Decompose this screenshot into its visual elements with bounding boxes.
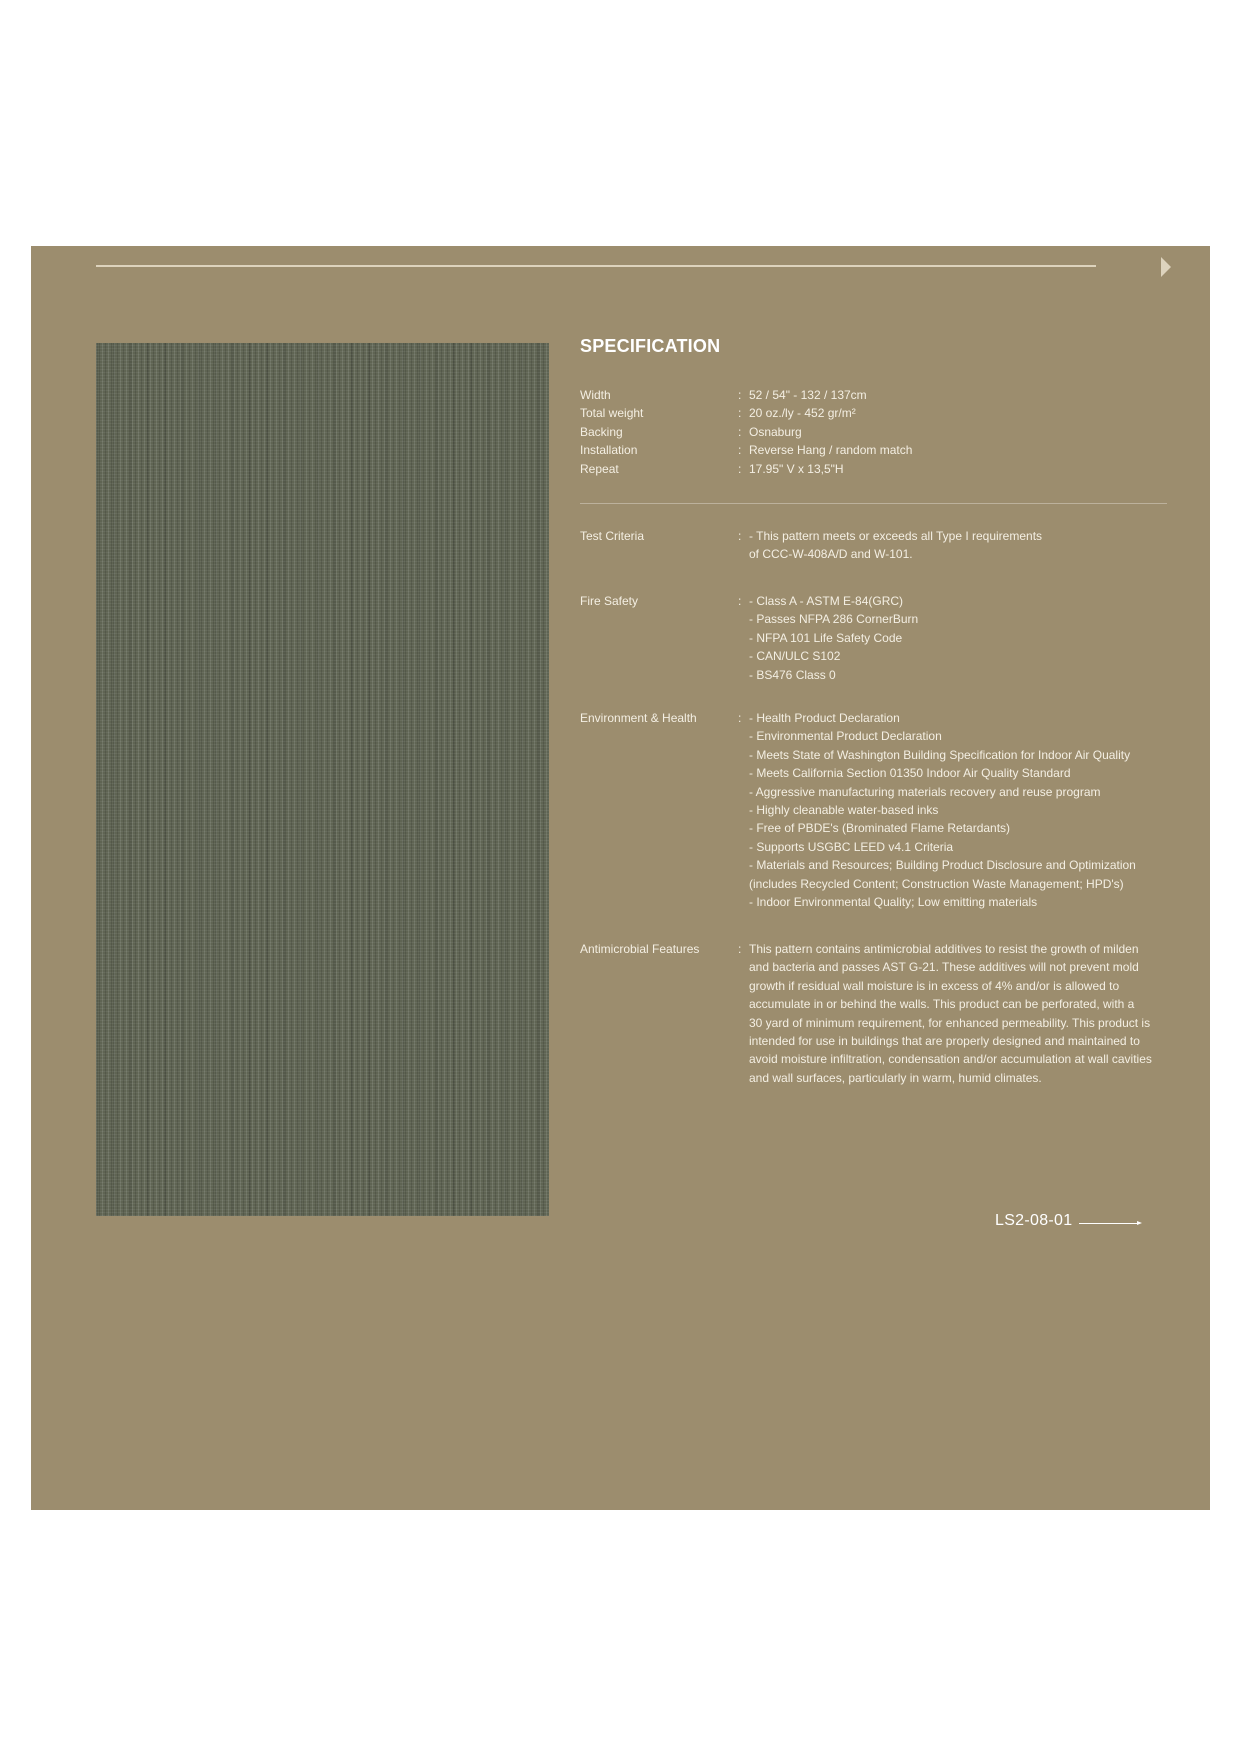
spec-row — [580, 441, 912, 459]
spec-label: Installation — [580, 443, 638, 458]
spec-row — [580, 404, 912, 422]
section-body — [749, 709, 1169, 911]
colon-separator: : — [738, 461, 742, 476]
spec-label: Repeat — [580, 461, 619, 476]
colon-separator: : — [738, 406, 742, 421]
section-line: accumulate in or behind the walls. This product can be perforated, with a — [749, 997, 1135, 1012]
colon-separator: : — [738, 529, 742, 543]
spec-label: Total weight — [580, 406, 644, 421]
antimicrobial-section — [580, 940, 1169, 1087]
colon-separator: : — [738, 424, 742, 439]
section-body — [749, 592, 1169, 684]
section-line: - Free of PBDE's (Brominated Flame Retardants) — [749, 821, 1011, 836]
section-line: (includes Recycled Content; Construction Waste Management; HPD's) — [749, 876, 1124, 891]
section-line: - Class A - ASTM E-84(GRC) — [749, 594, 904, 608]
section-line: - Indoor Environmental Quality; Low emitting materials — [749, 895, 1038, 910]
section-line: - NFPA 101 Life Safety Code — [749, 630, 903, 645]
colon-separator: : — [738, 711, 742, 725]
section-divider — [580, 503, 1167, 504]
page-title: SPECIFICATION — [580, 336, 721, 356]
section-line: - Materials and Resources; Building Product Disclosure and Optimization — [749, 858, 1136, 873]
section-line: and wall surfaces, particularly in warm, humid climates. — [749, 1070, 1042, 1085]
top-rule-line — [96, 265, 1096, 267]
section-line: - Passes NFPA 286 CornerBurn — [749, 612, 919, 627]
spec-value: 52 / 54" - 132 / 137cm — [749, 388, 867, 402]
colon-separator: : — [738, 443, 742, 458]
section-label: Environment & Health — [580, 711, 697, 725]
spec-value: Osnaburg — [749, 424, 802, 439]
section-line: - BS476 Class 0 — [749, 667, 836, 682]
section-label: Fire Safety — [580, 594, 639, 608]
section-line: 30 yard of minimum requirement, for enhanced permeability. This product is — [749, 1015, 1151, 1030]
spec-row — [580, 460, 912, 478]
section-line: avoid moisture infiltration, condensation and/or accumulation at wall cavities — [749, 1052, 1152, 1067]
spec-row — [580, 423, 912, 441]
section-line: of CCC-W-408A/D and W-101. — [749, 547, 913, 562]
section-line: - Health Product Declaration — [749, 711, 900, 725]
brochure-panel — [31, 246, 1210, 1510]
section-label: Test Criteria — [580, 529, 645, 543]
arrow-right-icon — [1137, 1221, 1142, 1225]
spec-row — [580, 386, 912, 404]
section-line: - This pattern meets or exceeds all Type I requirements — [749, 529, 1043, 543]
section-line: intended for use in buildings that are properly designed and maintained to — [749, 1034, 1140, 1049]
section-line: - Meets State of Washington Building Specification for Indoor Air Quality — [749, 747, 1131, 762]
colon-separator: : — [738, 388, 742, 402]
spec-label: Width — [580, 388, 611, 402]
section-line: - CAN/ULC S102 — [749, 649, 841, 664]
spec-label: Backing — [580, 424, 623, 439]
colon-separator: : — [738, 594, 742, 608]
section-line: - Meets California Section 01350 Indoor Air Quality Standard — [749, 766, 1071, 781]
product-code: LS2-08-01 — [995, 1212, 1073, 1229]
section-line: - Environmental Product Declaration — [749, 729, 942, 744]
section-label: Antimicrobial Features — [580, 942, 700, 956]
environment-health-section — [580, 709, 1169, 911]
colon-separator: : — [738, 942, 742, 956]
section-line: and bacteria and passes AST G-21. These additives will not prevent mold — [749, 960, 1139, 975]
spec-table — [580, 386, 912, 478]
test-criteria-section — [580, 527, 1169, 564]
product-code-line — [1079, 1223, 1139, 1224]
spec-value: Reverse Hang / random match — [749, 443, 913, 458]
fire-safety-section — [580, 592, 1169, 684]
section-line: This pattern contains antimicrobial additives to resist the growth of milden — [749, 942, 1139, 956]
section-line: growth if residual wall moisture is in excess of 4% and/or is allowed to — [749, 978, 1120, 993]
spec-value: 17.95" V x 13,5"H — [749, 461, 844, 476]
fabric-swatch-image — [96, 343, 549, 1216]
spec-value: 20 oz./ly - 452 gr/m² — [749, 406, 856, 421]
section-line: - Highly cleanable water-based inks — [749, 803, 939, 818]
section-line: - Supports USGBC LEED v4.1 Criteria — [749, 839, 954, 854]
section-line: - Aggressive manufacturing materials recovery and reuse program — [749, 784, 1101, 799]
section-body — [749, 940, 1169, 1087]
top-arrow-icon — [1161, 257, 1171, 277]
section-body — [749, 527, 1169, 564]
